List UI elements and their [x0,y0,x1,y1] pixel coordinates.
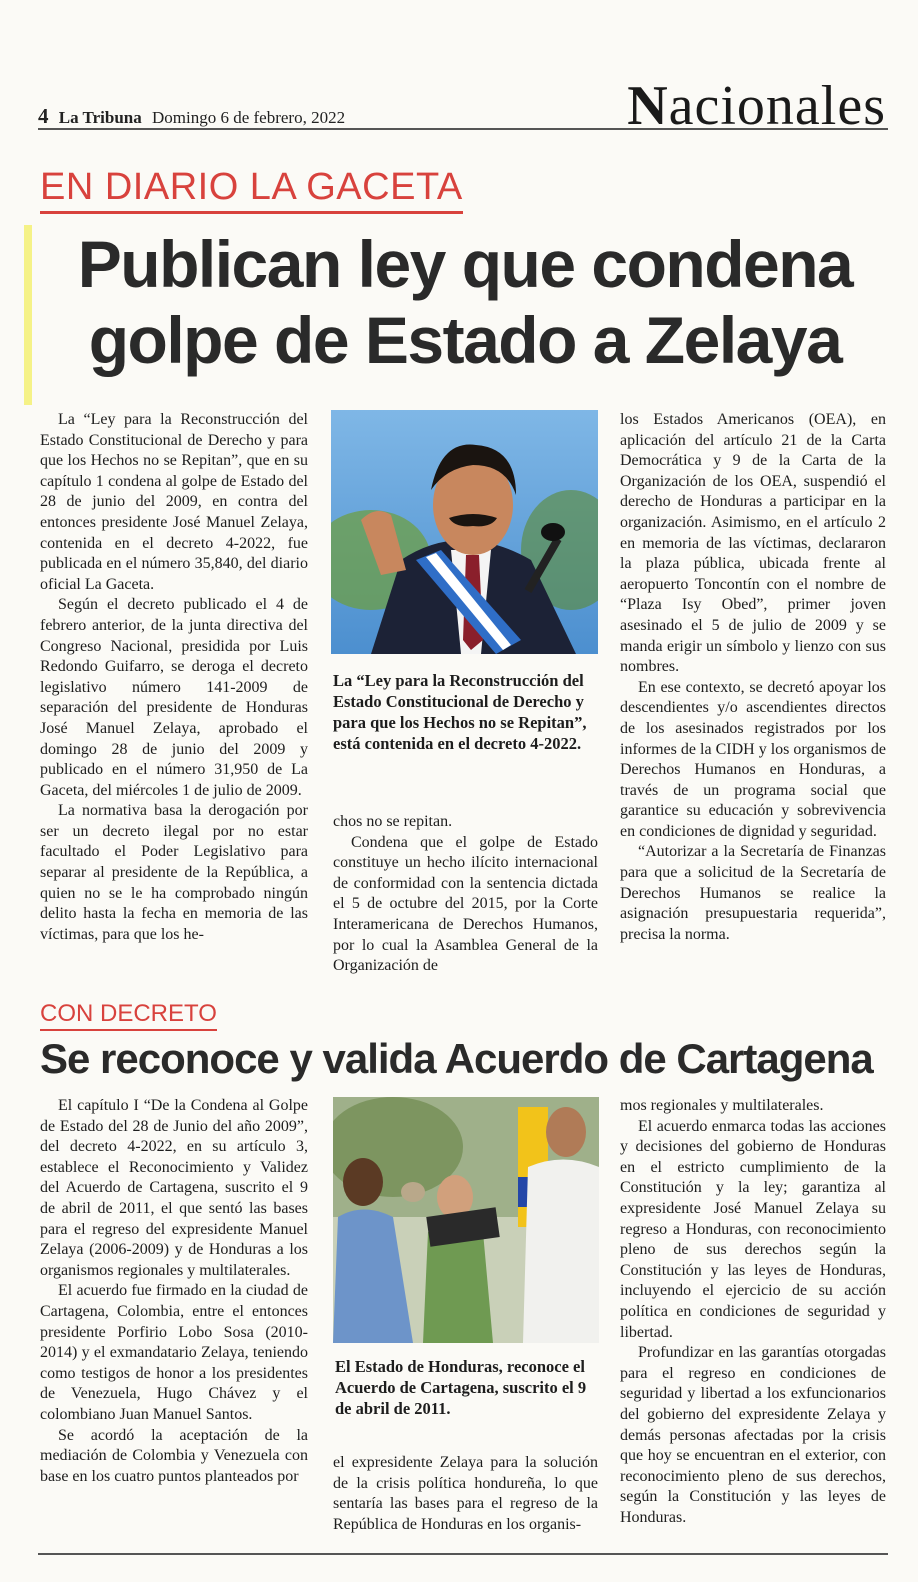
paragraph: mos regionales y multilaterales. [620,1097,824,1114]
paragraph: La normativa basa la derogación por ser un decreto ilegal por no estar facultado el Poder Legislativo para separar al presidente de la República, a quien no se le ha comprobado ningún delito hasta la fecha en memoria de las víctimas, para que los he- [40,802,308,943]
article1-column-1 [40,410,308,945]
issue-date: Domingo 6 de febrero, 2022 [152,108,346,127]
article2-column-2 [333,1453,598,1535]
footer-rule [38,1553,888,1555]
cartagena-agreement-photo [333,1097,599,1343]
article2-photo-caption: El Estado de Honduras, reconoce el Acuerdo de Cartagena, suscrito el 9 de abril de 2011. [335,1357,587,1418]
article2-column-3 [620,1096,886,1528]
article1-photo-caption: La “Ley para la Reconstrucción del Estado Constitucional de Derecho y para que los Hechos no se Repitan”, está contenida en el decreto 4-2022. [333,671,587,753]
section-title: Nacionales [627,75,886,137]
paragraph: Profundizar en las garantías otorgadas para el regreso en condiciones de seguridad y libertad a los exfuncionarios del gobierno del expresidente Zelaya y demás personas afectadas por la crisis que hoy se encuentran en el exterior, con reconocimiento pleno de sus derechos, según la Constitución y las leyes de Honduras. [620,1344,886,1526]
header-rule [38,128,888,130]
page-header [38,104,345,129]
paragraph: chos no se repitan. [333,813,453,830]
paragraph: Según el decreto publicado el 4 de febrero anterior, de la junta directiva del Congreso Nacional, presidida por Luis Redondo Guifarro, se deroga el decreto legislativo número 141-2009 de separación del presidente de Honduras José Manuel Zelaya, aprobado el domingo 28 de junio del 2009 y publicado en el número 31,950 de La Gaceta, del miércoles 1 de julio de 2009. [40,596,308,799]
article1-headline: Publican ley que condena golpe de Estado a Zelaya [77,227,853,377]
paragraph: El acuerdo fue firmado en la ciudad de Cartagena, Colombia, entre el entonces presidente Porfirio Lobo Sosa (2010-2014) y el exmandatario Zelaya, teniendo como testigos de honor a los presidentes de Venezuela, Hugo Chávez y el colombiano Juan Manuel Santos. [40,1282,308,1423]
article2-headline: Se reconoce y valida Acuerdo de Cartagena [40,1035,873,1082]
paragraph: Se acordó la aceptación de la mediación de Colombia y Venezuela con base en los cuatro puntos planteados por [40,1426,308,1485]
newspaper-name: La Tribuna [58,108,142,127]
paragraph: La “Ley para la Reconstrucción del Estado Constitucional de Derecho y para que los Hechos no se Repitan”, que en su capítulo 1 condena al golpe de Estado del 28 de junio del 2009, en contra del entonces presidente José Manuel Zelaya, contenida en el decreto 4-2022, fue publicada en el número 35,840, del diario oficial La Gaceta. [40,411,308,593]
zelaya-speech-photo [331,410,598,654]
article1-column-3 [620,410,886,945]
paragraph: el expresidente Zelaya para la solución de la crisis política hondureña, lo que sentaría las bases para el regreso de la República de Honduras en los organis- [333,1454,598,1533]
highlighter-mark [24,225,32,405]
paragraph: los Estados Americanos (OEA), en aplicación del artículo 21 de la Carta Democrática y 9 de la Carta de la Organización de los OEA, suspendió el derecho de Honduras a participar en la organización. Asimismo, en el artículo 2 en memoria de las víctimas, declararon la plaza pública, ubicada frente al aeropuerto Toncontín con el nombre de “Plaza Isy Obed”, primer joven asesinado el 5 de julio de 2009 y se manda erigir un símbolo y lienzo con sus nombres. [620,411,886,676]
paragraph: Condena que el golpe de Estado constituye un hecho ilícito internacional de conformidad con la sentencia dictada el 5 de octubre del 2015, por la Corte Interamericana de Derechos Humanos, por lo cual la Asamblea General de la Organización de [333,833,598,975]
paragraph: El acuerdo enmarca todas las acciones y decisiones del gobierno de Honduras en el estricto cumplimiento de la Constitución y la ley; garantiza al expresidente José Manuel Zelaya su regreso a Honduras, con reconocimiento pleno de sus derechos según la Constitución y las leyes de Honduras, incluyendo el ejercicio de su acción política en condiciones de seguridad y libertad. [620,1117,886,1341]
article1-kicker: EN DIARIO LA GACETA [40,166,463,214]
paragraph: En ese contexto, se decretó apoyar los descendientes y/o ascendientes directos de los asesinados registrados por los informes de la CIDH y los organismos de Derechos Humanos en Honduras, a través de un programa social que garantice su educación y sobrevivencia en condiciones de dignidad y seguridad. [620,678,886,840]
page-number: 4 [38,104,49,128]
article1-column-2 [333,812,598,977]
article2-kicker: CON DECRETO [40,1000,217,1031]
paragraph: “Autorizar a la Secretaría de Finanzas para que a solicitud de la Secretaría de Derechos Humanos se realice la asignación presupuestaria requerida”, precisa la norma. [620,843,886,943]
article2-column-1 [40,1096,308,1487]
paragraph: El capítulo I “De la Condena al Golpe de Estado del 28 de Junio del año 2009”, del decreto 4-2022, en su artículo 3, establece el Reconocimiento y Validez del Acuerdo de Cartagena, suscrito el 9 de abril de 2011, el que sentó las bases para el regreso del expresidente Manuel Zelaya (2006-2009) y de Honduras a los organismos regionales y multilaterales. [40,1097,308,1279]
